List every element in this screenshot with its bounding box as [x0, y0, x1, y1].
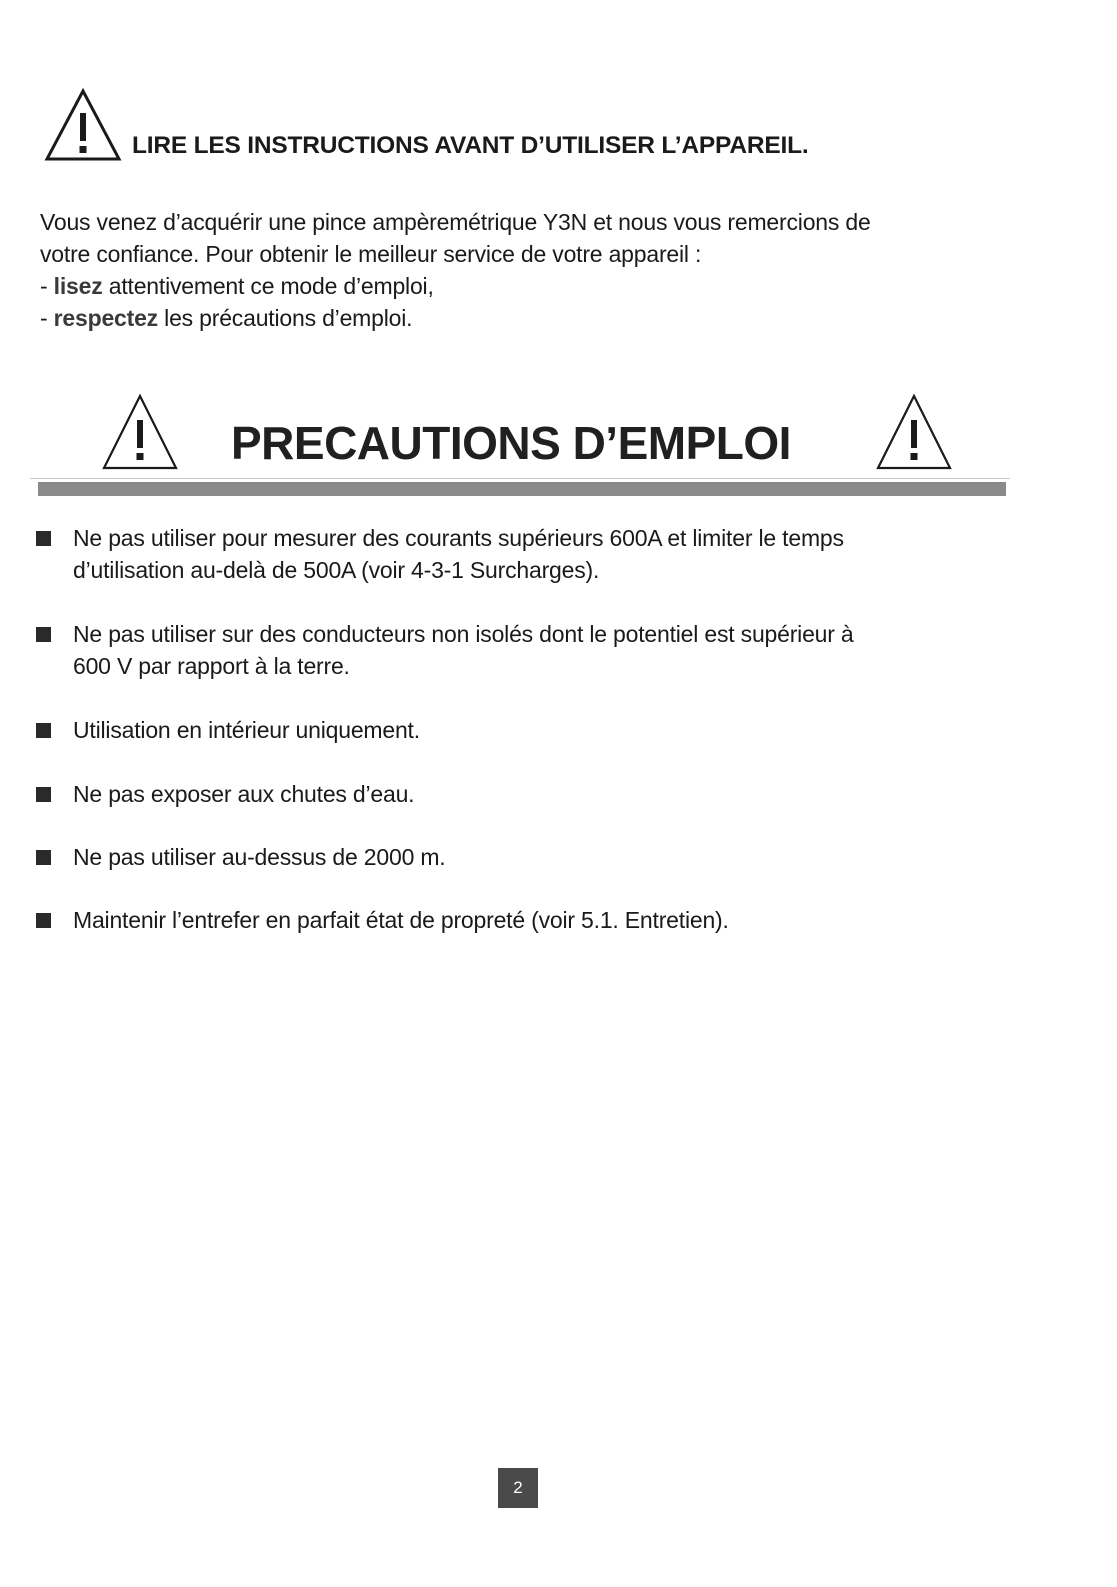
bullet-square-icon	[36, 723, 51, 738]
intro-paragraph	[40, 206, 1030, 334]
list-item	[36, 714, 1008, 746]
list-item	[36, 522, 1008, 586]
instructions-warning-header	[44, 88, 808, 162]
precautions-title: PRECAUTIONS D’EMPLOI	[231, 417, 791, 469]
bullet-square-icon	[36, 850, 51, 865]
bullet-square-icon	[36, 913, 51, 928]
warning-triangle-icon	[874, 392, 954, 472]
list-item-line: d’utilisation au-delà de 500A (voir 4-3-1 Surcharges).	[73, 557, 600, 583]
list-item-line: Ne pas utiliser sur des conducteurs non isolés dont le potentiel est supérieur à	[73, 621, 854, 647]
list-item-text	[73, 618, 854, 682]
list-item-line: Ne pas utiliser pour mesurer des courants supérieurs 600A et limiter le temps	[73, 525, 844, 551]
precautions-title-block	[100, 392, 960, 474]
intro-item-read	[40, 270, 1030, 302]
list-item-text: Ne pas utiliser au-dessus de 2000 m.	[73, 844, 446, 870]
list-item-text: Ne pas exposer aux chutes d’eau.	[73, 781, 415, 807]
intro-item-respect	[40, 302, 1030, 334]
list-item	[36, 841, 1008, 873]
list-item-text: Utilisation en intérieur uniquement.	[73, 717, 420, 743]
list-item	[36, 904, 1008, 936]
item-dash: -	[40, 273, 54, 299]
list-item-text: Maintenir l’entrefer en parfait état de propreté (voir 5.1. Entretien).	[73, 907, 729, 933]
emphasis-read: lisez	[53, 273, 103, 299]
title-underline-bar	[38, 482, 1006, 496]
bullet-square-icon	[36, 787, 51, 802]
emphasis-respect: respectez	[53, 305, 158, 331]
list-item-line: 600 V par rapport à la terre.	[73, 653, 350, 679]
item-respect-rest: les précautions d’emploi.	[157, 305, 413, 331]
intro-line-2: votre confiance. Pour obtenir le meilleur service de votre appareil :	[40, 241, 702, 267]
item-read-rest: attentivement ce mode d’emploi,	[102, 273, 434, 299]
warning-triangle-icon	[100, 392, 180, 472]
instructions-heading: LIRE LES INSTRUCTIONS AVANT D’UTILISER L’APPAREIL.	[132, 132, 809, 159]
warning-triangle-icon	[44, 88, 122, 162]
item-dash: -	[40, 305, 54, 331]
title-underline-thin	[30, 478, 1010, 479]
bullet-square-icon	[36, 627, 51, 642]
bullet-square-icon	[36, 531, 51, 546]
intro-line-1: Vous venez d’acquérir une pince ampèremétrique Y3N et nous vous remercions de	[40, 209, 871, 235]
list-item	[36, 618, 1008, 682]
list-item	[36, 778, 1008, 810]
page-number: 2	[498, 1468, 538, 1508]
list-item-text	[73, 522, 844, 586]
